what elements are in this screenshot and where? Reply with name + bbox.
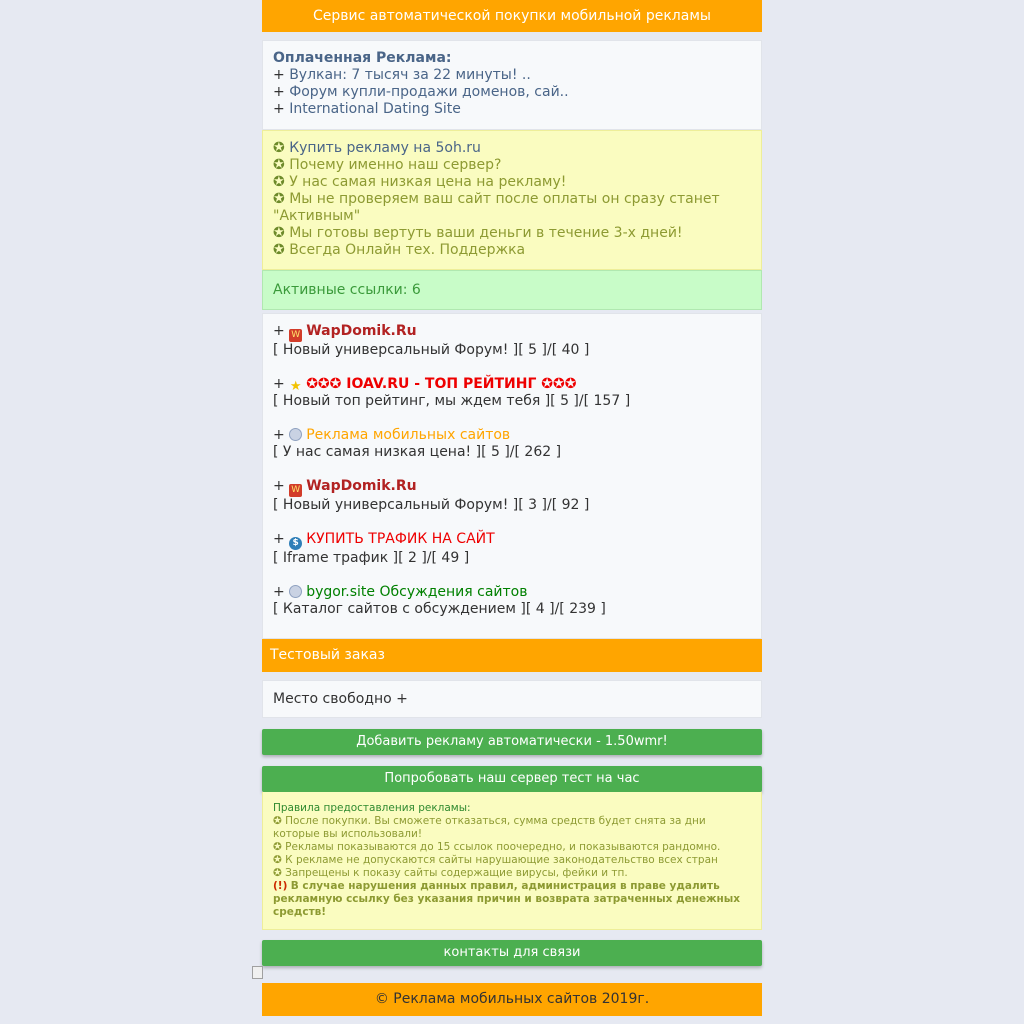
star-bullet-icon: ✪ bbox=[273, 242, 285, 258]
page-header: Сервис автоматической покупки мобильной рекламы bbox=[262, 0, 762, 32]
link-description: [ Новый универсальный Форум! ][ 5 ]/[ 40 ] bbox=[273, 342, 590, 358]
rule-row: ✪ К рекламе не допускаются сайты нарушающие законодательство всех стран bbox=[273, 854, 718, 866]
paid-ads-box bbox=[262, 40, 762, 130]
paid-ad-link-3[interactable]: International Dating Site bbox=[289, 101, 461, 117]
try-test-hour-button[interactable]: Попробовать наш сервер тест на час bbox=[262, 766, 762, 792]
paid-ad-row: + Вулкан: 7 тысяч за 22 минуты! .. bbox=[273, 67, 531, 83]
contacts-button[interactable]: контакты для связи bbox=[262, 940, 762, 966]
link-description: [ Iframe трафик ][ 2 ]/[ 49 ] bbox=[273, 550, 470, 566]
star-bullet-icon: ✪ bbox=[273, 225, 285, 241]
star-bullet-icon: ✪ bbox=[273, 174, 285, 190]
rule-row: ✪ Запрещены к показу сайты содержащие вирусы, фейки и тп. bbox=[273, 867, 628, 879]
feature-row: ✪ У нас самая низкая цена на рекламу! bbox=[273, 174, 567, 190]
paid-ad-link-1[interactable]: Вулкан: 7 тысяч за 22 минуты! .. bbox=[289, 67, 531, 83]
link-description: [ У нас самая низкая цена! ][ 5 ]/[ 262 ] bbox=[273, 444, 562, 460]
link-name[interactable]: bygor.site Обсуждения сайтов bbox=[306, 584, 528, 600]
rule-row: ✪ После покупки. Вы сможете отказаться, сумма средств будет снята за дни которые вы использовали! bbox=[273, 815, 706, 840]
warning-mark: (!) bbox=[273, 880, 288, 892]
paid-ad-row: + International Dating Site bbox=[273, 101, 461, 117]
page-footer: © Реклама мобильных сайтов 2019г. bbox=[262, 983, 762, 1016]
link-description: [ Каталог сайтов с обсуждением ][ 4 ]/[ 239 ] bbox=[273, 601, 606, 617]
rules-box bbox=[262, 792, 762, 930]
list-item: + $ КУПИТЬ ТРАФИК НА САЙТ [ Iframe трафик ][ 2 ]/[ 49 ] bbox=[273, 531, 751, 567]
feature-row: ✪ Всегда Онлайн тех. Поддержка bbox=[273, 242, 526, 258]
wapdomik-icon: W bbox=[289, 329, 302, 342]
add-ad-auto-button[interactable]: Добавить рекламу автоматически - 1.50wmr! bbox=[262, 729, 762, 755]
star-bullet-icon: ✪ bbox=[273, 815, 282, 827]
feature-row: ✪ Мы готовы вертуть ваши деньги в течение 3-х дней! bbox=[273, 225, 683, 241]
wapdomik-icon: W bbox=[289, 484, 302, 497]
star-bullet-icon: ✪ bbox=[273, 191, 285, 207]
star-bullet-icon: ✪ bbox=[273, 140, 285, 156]
buy-ad-link[interactable]: Купить рекламу на 5oh.ru bbox=[289, 140, 481, 156]
money-icon: $ bbox=[289, 537, 302, 550]
link-name[interactable]: WapDomik.Ru bbox=[306, 478, 417, 494]
feature-row bbox=[273, 140, 751, 157]
link-description: [ Новый универсальный Форум! ][ 3 ]/[ 92 ] bbox=[273, 497, 590, 513]
star-bullet-icon: ✪ bbox=[273, 841, 282, 853]
star-icon: ★ bbox=[289, 379, 302, 394]
list-item: + W WapDomik.Ru [ Новый универсальный Форум! ][ 5 ]/[ 40 ] bbox=[273, 323, 751, 359]
links-list bbox=[262, 313, 762, 639]
link-name[interactable]: WapDomik.Ru bbox=[306, 323, 417, 339]
link-description: [ Новый топ рейтинг, мы ждем тебя ][ 5 ]/[ 157 ] bbox=[273, 393, 631, 409]
link-name[interactable]: Реклама мобильных сайтов bbox=[306, 427, 511, 443]
feature-row: ✪ Почему именно наш сервер? bbox=[273, 157, 502, 173]
free-slot-label[interactable]: Место свободно + bbox=[273, 691, 408, 707]
page-wrapper bbox=[262, 0, 762, 1016]
active-links-count: Активные ссылки: 6 bbox=[262, 270, 762, 310]
globe-icon bbox=[289, 585, 302, 598]
link-name[interactable]: КУПИТЬ ТРАФИК НА САЙТ bbox=[306, 531, 495, 547]
list-item: + bygor.site Обсуждения сайтов [ Каталог сайтов с обсуждением ][ 4 ]/[ 239 ] bbox=[273, 584, 751, 618]
test-order-header: Тестовый заказ bbox=[262, 639, 762, 672]
link-name[interactable]: ✪✪✪ IOAV.RU - ТОП РЕЙТИНГ ✪✪✪ bbox=[306, 376, 577, 392]
list-item: + Реклама мобильных сайтов [ У нас самая низкая цена! ][ 5 ]/[ 262 ] bbox=[273, 427, 751, 461]
paid-ad-link-2[interactable]: Форум купли-продажи доменов, сай.. bbox=[289, 84, 569, 100]
list-item: + ★ ✪✪✪ IOAV.RU - ТОП РЕЙТИНГ ✪✪✪ [ Новый топ рейтинг, мы ждем тебя ][ 5 ]/[ 157 ] bbox=[273, 376, 751, 410]
paid-ads-title: Оплаченная Реклама: bbox=[273, 50, 452, 66]
star-bullet-icon: ✪ bbox=[273, 157, 285, 173]
rule-warning: (!) В случае нарушения данных правил, администрация в праве удалить рекламную ссылку без указания причин и возврата затраченных денежных средств! bbox=[273, 880, 741, 918]
globe-icon bbox=[289, 428, 302, 441]
checkbox[interactable] bbox=[252, 966, 263, 979]
feature-row: ✪ Мы не проверяем ваш сайт после оплаты он сразу станет "Активным" bbox=[273, 191, 720, 224]
rules-title: Правила предоставления рекламы: bbox=[273, 802, 471, 814]
list-item: + W WapDomik.Ru [ Новый универсальный Форум! ][ 3 ]/[ 92 ] bbox=[273, 478, 751, 514]
rule-row: ✪ Рекламы показываются до 15 ссылок поочередно, и показываются рандомно. bbox=[273, 841, 721, 853]
features-box bbox=[262, 130, 762, 270]
star-bullet-icon: ✪ bbox=[273, 854, 282, 866]
star-bullet-icon: ✪ bbox=[273, 867, 282, 879]
paid-ad-row: + Форум купли-продажи доменов, сай.. bbox=[273, 84, 569, 100]
free-slot bbox=[262, 680, 762, 718]
